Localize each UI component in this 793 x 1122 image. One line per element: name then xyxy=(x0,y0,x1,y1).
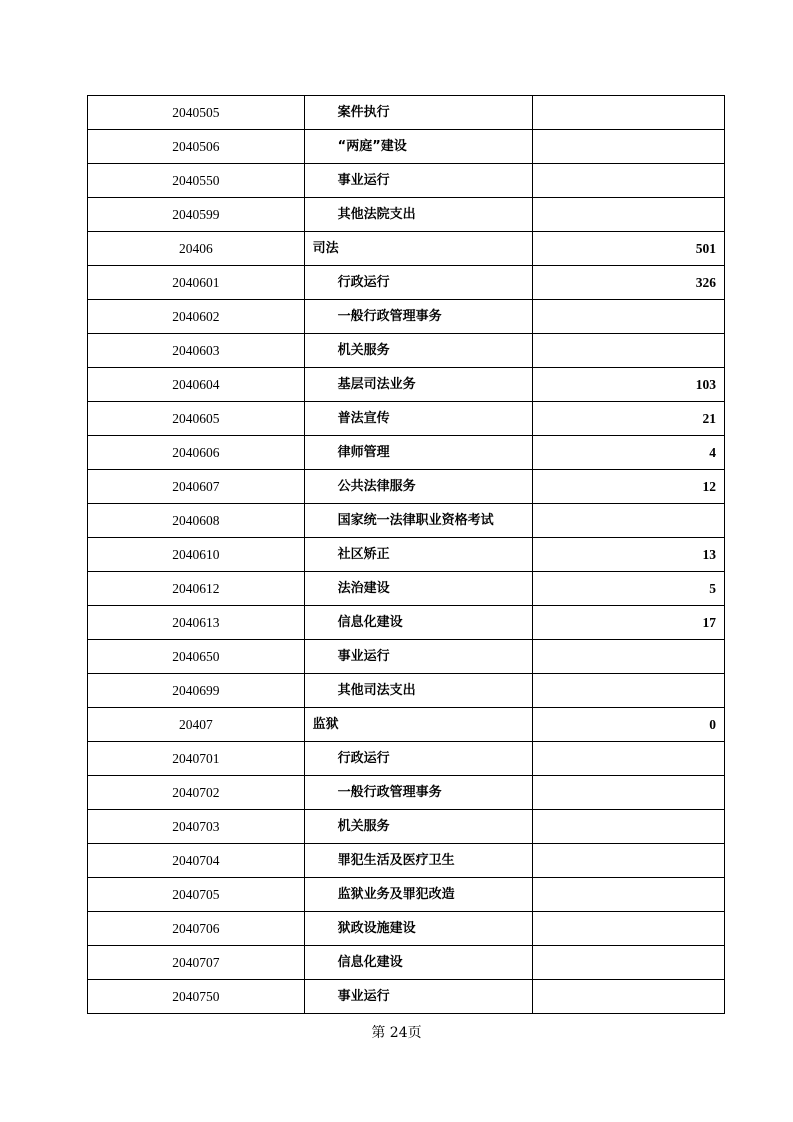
amount-cell xyxy=(533,640,725,674)
amount-cell: 0 xyxy=(533,708,725,742)
table-row xyxy=(88,572,725,606)
subject-name-cell: 基层司法业务 xyxy=(304,368,533,402)
amount-cell xyxy=(533,844,725,878)
subject-code-cell: 2040704 xyxy=(88,844,305,878)
subject-code-cell: 20406 xyxy=(88,232,305,266)
table-row xyxy=(88,810,725,844)
subject-name-cell: 法治建设 xyxy=(304,572,533,606)
subject-name-cell: 监狱 xyxy=(304,708,533,742)
subject-code-cell: 2040604 xyxy=(88,368,305,402)
subject-code-cell: 2040701 xyxy=(88,742,305,776)
subject-name-cell: 狱政设施建设 xyxy=(304,912,533,946)
subject-name-cell: 公共法律服务 xyxy=(304,470,533,504)
table-row xyxy=(88,300,725,334)
subject-name-cell: 一般行政管理事务 xyxy=(304,300,533,334)
amount-cell xyxy=(533,810,725,844)
subject-name-cell: 国家统一法律职业资格考试 xyxy=(304,504,533,538)
amount-cell xyxy=(533,912,725,946)
amount-cell: 103 xyxy=(533,368,725,402)
subject-code-cell: 2040702 xyxy=(88,776,305,810)
subject-name-cell: 其他法院支出 xyxy=(304,198,533,232)
amount-cell xyxy=(533,980,725,1014)
subject-name-cell: 监狱业务及罪犯改造 xyxy=(304,878,533,912)
subject-name-cell: 社区矫正 xyxy=(304,538,533,572)
subject-name-cell: 机关服务 xyxy=(304,810,533,844)
subject-name-cell: 事业运行 xyxy=(304,980,533,1014)
table-row xyxy=(88,198,725,232)
table-row xyxy=(88,674,725,708)
amount-cell xyxy=(533,96,725,130)
subject-code-cell: 20407 xyxy=(88,708,305,742)
subject-code-cell: 2040608 xyxy=(88,504,305,538)
amount-cell: 12 xyxy=(533,470,725,504)
subject-code-cell: 2040599 xyxy=(88,198,305,232)
subject-name-cell: 信息化建设 xyxy=(304,606,533,640)
subject-code-cell: 2040505 xyxy=(88,96,305,130)
amount-cell xyxy=(533,300,725,334)
table-row xyxy=(88,708,725,742)
subject-code-cell: 2040699 xyxy=(88,674,305,708)
amount-cell: 21 xyxy=(533,402,725,436)
amount-cell xyxy=(533,776,725,810)
table-row xyxy=(88,436,725,470)
table-row xyxy=(88,946,725,980)
amount-cell: 17 xyxy=(533,606,725,640)
table-row xyxy=(88,164,725,198)
table-row xyxy=(88,980,725,1014)
table-row xyxy=(88,538,725,572)
table-row xyxy=(88,334,725,368)
page-number: 第 24页 xyxy=(371,1025,422,1041)
subject-code-cell: 2040610 xyxy=(88,538,305,572)
subject-code-cell: 2040607 xyxy=(88,470,305,504)
subject-name-cell: “两庭”建设 xyxy=(304,130,533,164)
table-row xyxy=(88,844,725,878)
table-row xyxy=(88,776,725,810)
subject-name-cell: 机关服务 xyxy=(304,334,533,368)
budget-table xyxy=(87,95,725,1014)
subject-name-cell: 案件执行 xyxy=(304,96,533,130)
subject-code-cell: 2040750 xyxy=(88,980,305,1014)
table-row xyxy=(88,640,725,674)
subject-name-cell: 行政运行 xyxy=(304,742,533,776)
table-row xyxy=(88,266,725,300)
table-row xyxy=(88,232,725,266)
table-row xyxy=(88,606,725,640)
amount-cell: 13 xyxy=(533,538,725,572)
table-row xyxy=(88,96,725,130)
table-row xyxy=(88,878,725,912)
subject-code-cell: 2040613 xyxy=(88,606,305,640)
subject-code-cell: 2040650 xyxy=(88,640,305,674)
subject-code-cell: 2040602 xyxy=(88,300,305,334)
subject-code-cell: 2040601 xyxy=(88,266,305,300)
subject-code-cell: 2040612 xyxy=(88,572,305,606)
subject-code-cell: 2040605 xyxy=(88,402,305,436)
amount-cell xyxy=(533,878,725,912)
table-row xyxy=(88,504,725,538)
subject-name-cell: 其他司法支出 xyxy=(304,674,533,708)
subject-name-cell: 一般行政管理事务 xyxy=(304,776,533,810)
subject-name-cell: 事业运行 xyxy=(304,164,533,198)
amount-cell: 501 xyxy=(533,232,725,266)
table-row xyxy=(88,470,725,504)
subject-code-cell: 2040506 xyxy=(88,130,305,164)
subject-name-cell: 行政运行 xyxy=(304,266,533,300)
subject-name-cell: 信息化建设 xyxy=(304,946,533,980)
subject-code-cell: 2040550 xyxy=(88,164,305,198)
subject-code-cell: 2040706 xyxy=(88,912,305,946)
amount-cell xyxy=(533,674,725,708)
table-body xyxy=(88,96,725,1014)
amount-cell xyxy=(533,334,725,368)
amount-cell: 326 xyxy=(533,266,725,300)
subject-name-cell: 司法 xyxy=(304,232,533,266)
subject-name-cell: 事业运行 xyxy=(304,640,533,674)
subject-code-cell: 2040705 xyxy=(88,878,305,912)
amount-cell xyxy=(533,504,725,538)
subject-name-cell: 律师管理 xyxy=(304,436,533,470)
amount-cell xyxy=(533,946,725,980)
amount-cell xyxy=(533,742,725,776)
amount-cell xyxy=(533,198,725,232)
subject-name-cell: 罪犯生活及医疗卫生 xyxy=(304,844,533,878)
subject-code-cell: 2040603 xyxy=(88,334,305,368)
table-row xyxy=(88,402,725,436)
amount-cell: 5 xyxy=(533,572,725,606)
table-row xyxy=(88,368,725,402)
subject-code-cell: 2040707 xyxy=(88,946,305,980)
amount-cell xyxy=(533,130,725,164)
subject-code-cell: 2040606 xyxy=(88,436,305,470)
table-row xyxy=(88,912,725,946)
subject-code-cell: 2040703 xyxy=(88,810,305,844)
amount-cell xyxy=(533,164,725,198)
amount-cell: 4 xyxy=(533,436,725,470)
table-row xyxy=(88,742,725,776)
subject-name-cell: 普法宣传 xyxy=(304,402,533,436)
table-row xyxy=(88,130,725,164)
